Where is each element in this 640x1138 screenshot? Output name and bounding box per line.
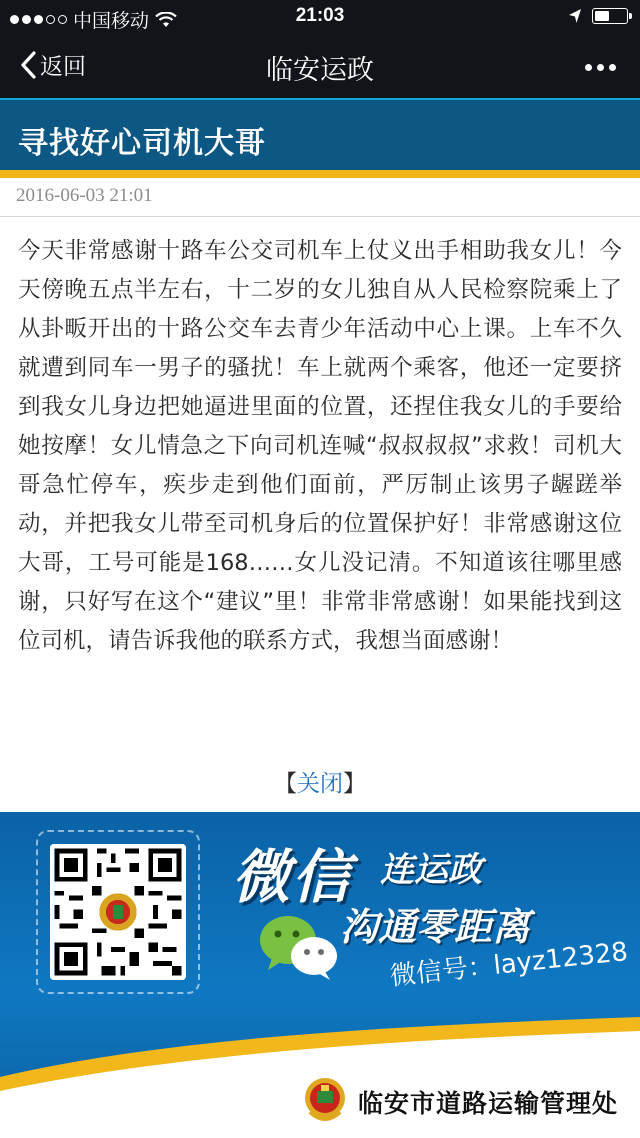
slogan-line-2: 沟通零距离: [340, 905, 531, 949]
carrier-label: 中国移动: [73, 11, 150, 32]
article-body: 今天非常感谢十路车公交司机车上仗义出手相助我女儿！今天傍晚五点半左右，十二岁的女儿独自从人民检察院乘上了从卦畈开出的十路公交车去青少年活动中心上课。上车不久就遭到同车一男子的骚扰！车上就两个乘客，他还一定要挤到我女儿身边把她逼进里面的位置，还捏住我女儿的手要给她按摩！女儿情急之下向司机连喊“叔叔叔叔”求救！司机大哥急忙停车，疾步走到他们面前，严厉制止该男子龌蹉举动，并把我女儿带至司机身后的位置保护好！非常感谢这位大哥，工号可能是168……女儿没记清。不知道该往哪里感谢，只好写在这个“建议”里！非常非常感谢！如果能找到这位司机，请告诉我他的联系方式，我想当面感谢！: [18, 238, 622, 654]
status-bar: [0, 0, 640, 34]
back-label: 返回: [40, 54, 86, 80]
bracket-close: 】: [343, 771, 366, 797]
wechat-logo-icon: [256, 912, 340, 982]
slogan-line-1: 连运政: [380, 850, 482, 890]
article-date: 2016-06-03 21:01: [16, 185, 153, 206]
page-title: 临安运政: [266, 55, 374, 86]
close-link[interactable]: 关闭: [297, 771, 343, 797]
close-link-row: [0, 765, 640, 798]
wechat-id: 微信号：layz12328: [388, 936, 630, 992]
more-dot-icon: [609, 64, 616, 71]
wechat-promo-banner: [0, 812, 640, 1138]
status-right: [568, 8, 628, 24]
wechat-title: 微信: [232, 843, 353, 911]
organization-name: 临安市道路运输管理处: [358, 1091, 619, 1118]
nav-bar: [0, 34, 640, 98]
location-arrow-icon: [568, 8, 582, 24]
qr-code-image: [50, 844, 186, 980]
transport-emblem-icon: [302, 1074, 348, 1126]
clock: 21:03: [295, 5, 345, 26]
battery-icon: [592, 8, 628, 24]
bracket-open: 【: [274, 771, 297, 797]
article-title: 寻找好心司机大哥: [18, 126, 266, 161]
banner-accent-stripe: [0, 170, 640, 178]
divider: [0, 216, 640, 217]
more-dot-icon: [597, 64, 604, 71]
qr-code-frame: [36, 830, 200, 994]
article-banner: [0, 98, 640, 170]
more-dot-icon: [585, 64, 592, 71]
more-menu-button[interactable]: [585, 64, 616, 71]
